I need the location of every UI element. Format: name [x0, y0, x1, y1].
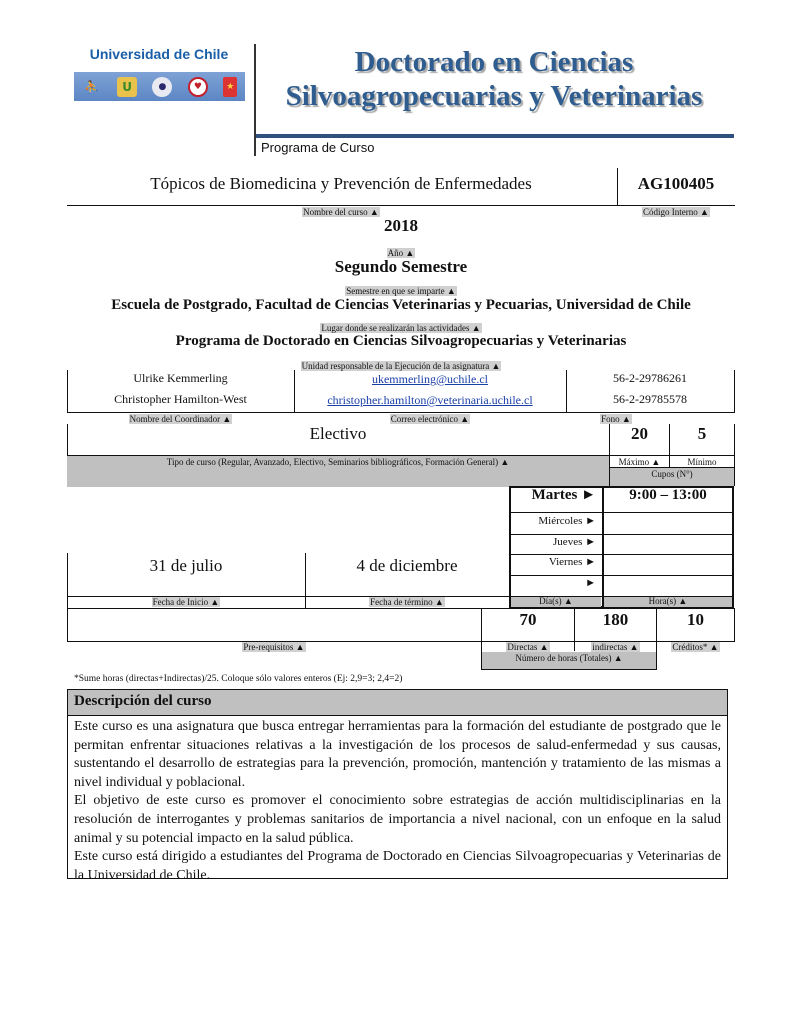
- program-title-line1: Doctorado en Ciencias: [354, 46, 634, 78]
- total-hours-label: Número de horas (Totales) ▲: [515, 653, 623, 663]
- faculty-logo-5-icon: ★: [223, 77, 237, 97]
- indirect-hours: 180: [602, 610, 629, 629]
- coordinator-phone: 56-2-29786261: [613, 371, 687, 385]
- quota-min-label: Mínimo: [670, 457, 734, 468]
- divider: [67, 205, 735, 206]
- faculty-logo-3-icon: ●: [152, 77, 172, 97]
- description-paragraph: El objetivo de este curso es promover el conocimiento sobre estrategias de acción multidisciplinarias en la resolución de interrogantes y problemas sanitarios de importancia a nivel nacional, con un enfoque en la salud animal y su potencial impacto en la salud pública.: [74, 793, 721, 846]
- divider: [67, 608, 735, 609]
- divider: [481, 669, 657, 670]
- label-text: Créditos* ▲: [672, 642, 719, 652]
- label-text: Directas ▲: [507, 642, 549, 652]
- course-type-value: Electivo: [309, 424, 367, 443]
- credits-label: [657, 642, 734, 653]
- day-label: Día(s) ▲: [539, 596, 573, 606]
- faculty-logo-2-icon: U: [117, 77, 137, 97]
- end-date-label: [305, 597, 509, 608]
- coordinator-phone: 56-2-29785578: [613, 392, 687, 406]
- label-text: Nombre del Coordinador ▲: [129, 414, 232, 424]
- document-subtitle: Programa de Curso: [261, 140, 375, 155]
- start-date-label: [67, 597, 305, 608]
- course-type-label: Tipo de curso (Regular, Avanzado, Electivo, Seminarios bibliográficos, Formación General) ▲: [166, 457, 510, 467]
- course-description-box: [67, 689, 728, 883]
- course-code: AG100405: [637, 174, 715, 193]
- program-title-line2: Silvoagropecuarias y Veterinarias: [285, 80, 703, 112]
- coordinator-email-link[interactable]: ukemmerling@uchile.cl: [371, 372, 488, 386]
- schedule-hours: 9:00 – 13:00: [629, 487, 707, 503]
- prerequisites-field: [68, 610, 480, 640]
- start-date: 31 de julio: [149, 556, 223, 575]
- label-text: Año ▲: [387, 248, 415, 258]
- coordinator-email-link[interactable]: christopher.hamilton@veterinaria.uchile.cl: [327, 393, 533, 407]
- coordinator-name: Christopher Hamilton-West: [114, 392, 247, 406]
- quota-max: 20: [631, 424, 648, 443]
- description-paragraph: Este curso es una asignatura que busca entregar herramientas para la formación del estudiante de postgrado que le permitan enfrentar situaciones relativas a la investigación de los procesos de salud-enfermedad y sus causas, sustentando el desarrollo de estrategias para la prevención, promoción, mantención y tratamiento de las mismas a nivel individual y poblacional.: [74, 719, 721, 790]
- divider: [734, 608, 735, 641]
- title-rule: [256, 134, 734, 138]
- quota-max-label: Máximo ▲: [610, 457, 669, 468]
- schedule-day: Jueves ►: [553, 536, 596, 548]
- label-text: Unidad responsable de la Ejecución de la asignatura ▲: [301, 361, 501, 371]
- schedule-day: Martes ►: [531, 487, 596, 503]
- label-text: Fono ▲: [601, 414, 631, 424]
- quota-min: 5: [697, 424, 707, 443]
- faculty-logos-bar: [74, 72, 245, 101]
- schedule-day: Viernes ►: [548, 556, 596, 568]
- coordinator-name: Ulrike Kemmerling: [133, 371, 228, 385]
- direct-hours: 70: [519, 610, 537, 629]
- faculty-logo-1-icon: ⛹: [84, 79, 100, 94]
- divider: [509, 554, 734, 555]
- coordinator-email-cell: [294, 391, 566, 409]
- label-text: Pre-requisitos ▲: [243, 642, 305, 652]
- course-year: 2018: [384, 216, 418, 235]
- divider: [734, 370, 735, 412]
- label-text: Nombre del curso ▲: [303, 207, 379, 217]
- credits-footnote: *Sume horas (directas+Indirectas)/25. Coloque sólo valores enteros (Ej: 2,9=3; 2,4=2): [74, 674, 403, 684]
- description-heading: Descripción del curso: [68, 690, 727, 716]
- schedule-day: ►: [585, 577, 596, 589]
- schedule-day: Miércoles ►: [538, 515, 596, 527]
- description-paragraph: Este curso está dirigido a estudiantes del Programa de Doctorado en Ciencias Silvoagropecuarias y Veterinarias de la Universidad de Chile.: [74, 849, 721, 883]
- hours-label: Hora(s) ▲: [648, 596, 688, 606]
- label-text: Correo electrónico ▲: [390, 414, 470, 424]
- label-text: Fecha de término ▲: [370, 597, 444, 607]
- quota-label: Cupos (N°): [651, 469, 693, 479]
- divider: [509, 512, 734, 513]
- course-location: Escuela de Postgrado, Facultad de Ciencias Veterinarias y Pecuarias, Universidad de Chile: [111, 297, 691, 313]
- description-body: [68, 717, 727, 886]
- course-name: Tópicos de Biomedicina y Prevención de Enfermedades: [150, 174, 532, 193]
- end-date: 4 de diciembre: [356, 556, 458, 575]
- divider: [602, 486, 604, 608]
- label-text: Lugar donde se realizarán las actividades ▲: [321, 323, 481, 333]
- divider: [609, 467, 735, 468]
- label-text: Fecha de Inicio ▲: [152, 597, 220, 607]
- faculty-logo-4-icon: ♥: [188, 77, 208, 97]
- coordinator-email-cell: [294, 370, 566, 388]
- label-text: Código Interno ▲: [643, 207, 709, 217]
- responsible-unit: Programa de Doctorado en Ciencias Silvoagropecuarias y Veterinarias: [175, 333, 627, 349]
- label-text: Semestre en que se imparte ▲: [346, 286, 456, 296]
- university-name: Universidad de Chile: [89, 46, 229, 62]
- divider: [509, 575, 734, 576]
- divider: [67, 412, 735, 413]
- prerequisites-label: [67, 642, 481, 653]
- divider: [509, 534, 734, 535]
- course-semester: Segundo Semestre: [334, 257, 468, 276]
- semester-label: [67, 286, 735, 297]
- label-text: indirectas ▲: [592, 642, 639, 652]
- credits: 10: [687, 610, 704, 629]
